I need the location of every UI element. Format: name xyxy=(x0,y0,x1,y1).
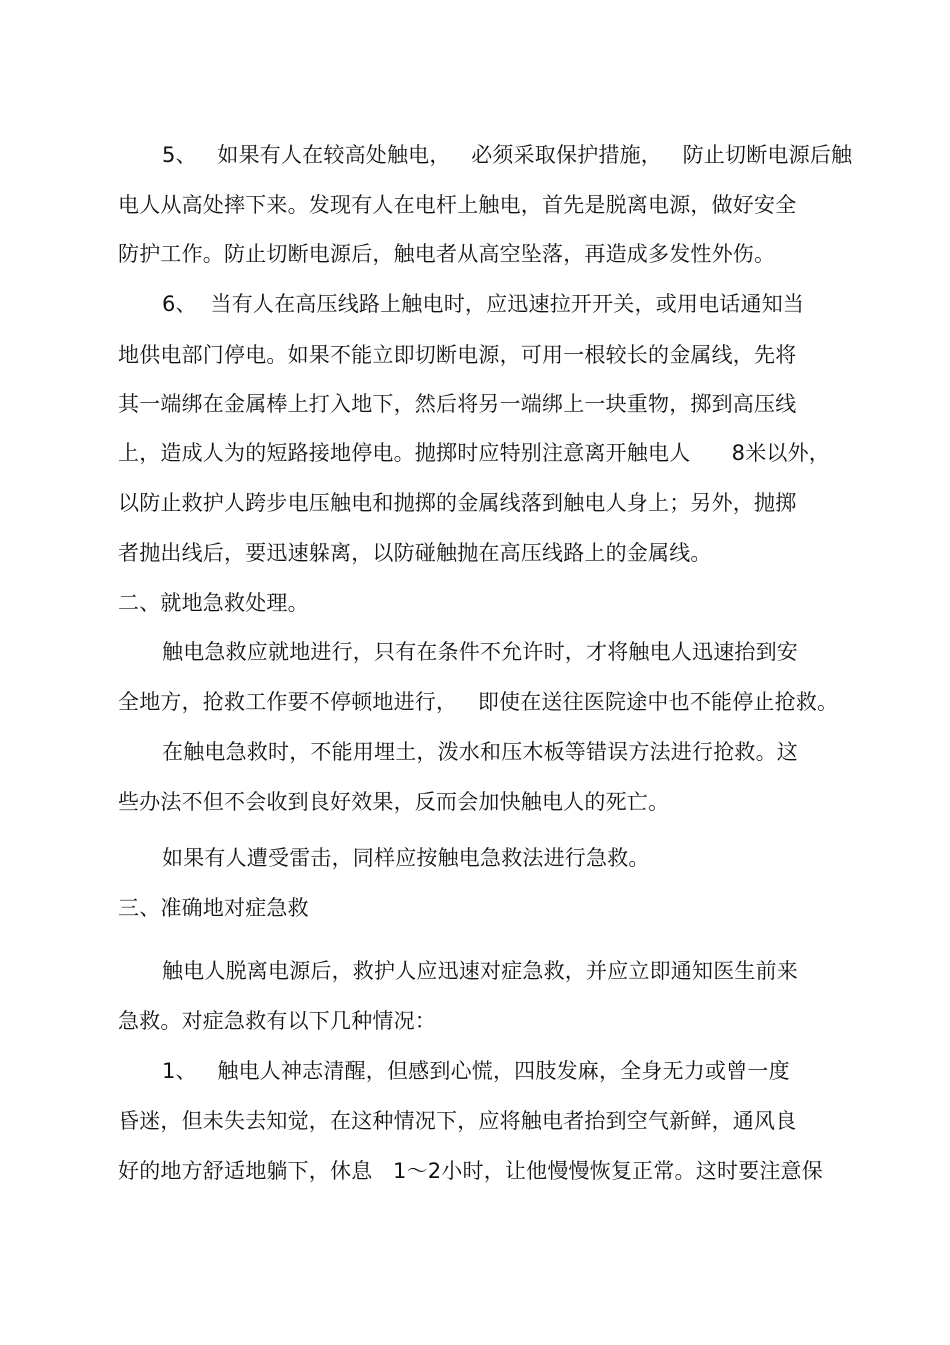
paragraph-6-line-4: 上，造成人为的短路接地停电。抛掷时应特别注意离开触电人 8米以外， xyxy=(118,441,831,465)
paragraph-6-line-5: 以防止救护人跨步电压触电和抛掷的金属线落到触电人身上；另外，抛掷 xyxy=(118,491,797,515)
paragraph-6-line-2: 地供电部门停电。如果不能立即切断电源，可用一根较长的金属线，先将 xyxy=(118,343,797,367)
paragraph-6-line-1: 6、 当有人在高压线路上触电时，应迅速拉开开关，或用电话通知当 xyxy=(162,292,805,316)
paragraph-lightning: 如果有人遭受雷击，同样应按触电急救法进行急救。 xyxy=(162,846,650,870)
section-heading-3: 三、准确地对症急救 xyxy=(118,896,309,920)
item-1-line-3: 好的地方舒适地躺下，休息 1～2小时，让他慢慢恢复正常。这时要注意保 xyxy=(118,1159,823,1183)
paragraph-symptomatic-line-2: 急救。对症急救有以下几种情况： xyxy=(118,1009,436,1033)
item-1-line-1: 1、 触电人神志清醒，但感到心慌，四肢发麻，全身无力或曾一度 xyxy=(162,1059,790,1083)
paragraph-6-line-6: 者抛出线后，要迅速躲离，以防碰触抛在高压线路上的金属线。 xyxy=(118,541,712,565)
section-heading-2: 二、就地急救处理。 xyxy=(118,591,309,615)
paragraph-onsite-line-2: 全地方，抢救工作要不停顿地进行， 即使在送往医院途中也不能停止抢救。 xyxy=(118,690,839,714)
paragraph-symptomatic-line-1: 触电人脱离电源后，救护人应迅速对症急救，并应立即通知医生前来 xyxy=(162,959,798,983)
paragraph-wrong-methods-line-1: 在触电急救时，不能用埋土，泼水和压木板等错误方法进行抢救。这 xyxy=(162,740,798,764)
paragraph-5-line-3: 防护工作。防止切断电源后，触电者从高空坠落，再造成多发性外伤。 xyxy=(118,242,776,266)
paragraph-5-line-1: 5、 如果有人在较高处触电， 必须采取保护措施， 防止切断电源后触 xyxy=(162,143,853,167)
paragraph-wrong-methods-line-2: 些办法不但不会收到良好效果，反而会加快触电人的死亡。 xyxy=(118,790,670,814)
paragraph-5-line-2: 电人从高处摔下来。发现有人在电杆上触电，首先是脱离电源，做好安全 xyxy=(118,193,797,217)
paragraph-6-line-3: 其一端绑在金属棒上打入地下，然后将另一端绑上一块重物，掷到高压线 xyxy=(118,392,797,416)
item-1-line-2: 昏迷，但未失去知觉，在这种情况下，应将触电者抬到空气新鲜，通风良 xyxy=(118,1109,797,1133)
paragraph-onsite-line-1: 触电急救应就地进行，只有在条件不允许时，才将触电人迅速抬到安 xyxy=(162,640,798,664)
